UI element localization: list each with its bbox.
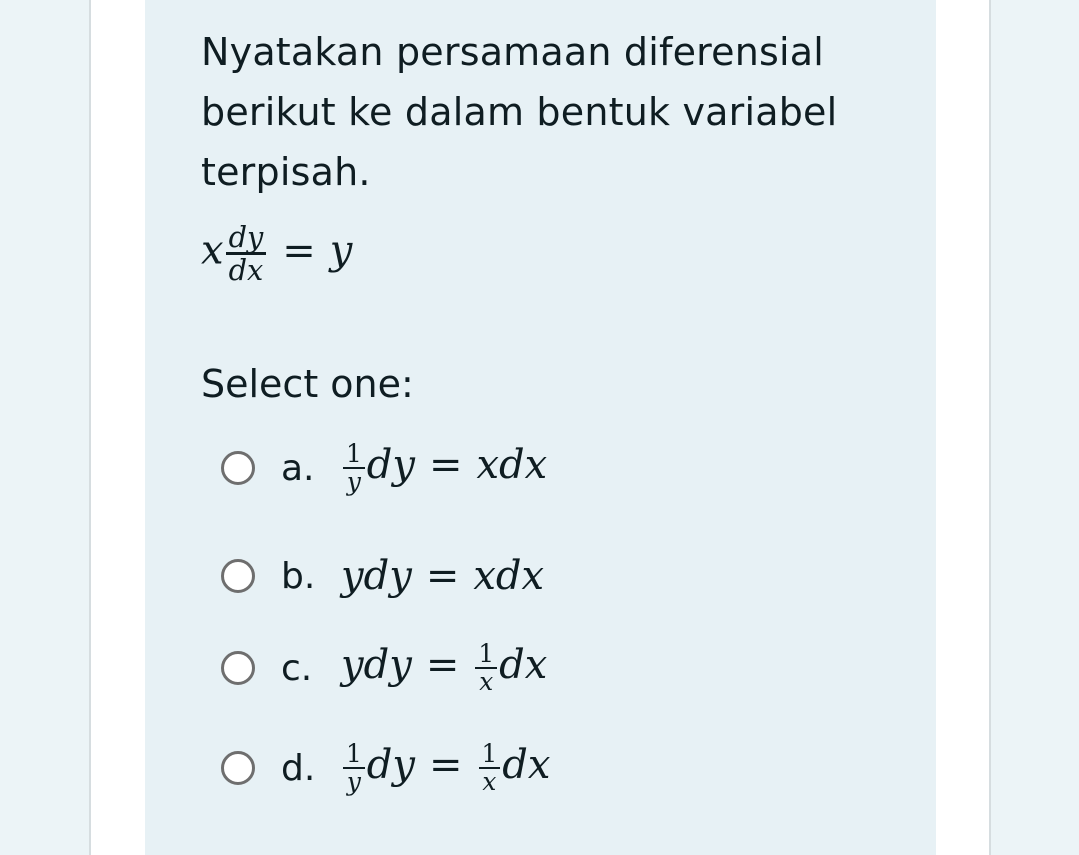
eq-rhs: y (329, 227, 353, 274)
select-one-label: Select one: (201, 362, 414, 406)
frac-num: dy (226, 222, 267, 255)
eq-rhs: xdx (476, 442, 548, 488)
eq-lhs: ydy (341, 642, 412, 688)
eq-rhs: dx (502, 742, 551, 788)
eq-sign: = (428, 442, 463, 488)
eq-sign: = (428, 742, 463, 788)
frac-num: 1 (343, 741, 365, 769)
option-c[interactable] (221, 638, 547, 698)
eq-sign: = (425, 642, 460, 688)
option-a[interactable] (221, 438, 547, 498)
frac-den: x (479, 667, 494, 696)
eq-var: x (201, 227, 224, 274)
frac-num: 1 (343, 441, 365, 469)
question-line: berikut ke dalam bentuk variabel (201, 90, 838, 134)
question-text (201, 22, 901, 202)
option-label: c. (281, 647, 313, 689)
frac-num: 1 (479, 741, 501, 769)
radio-b[interactable] (221, 559, 255, 593)
question-equation (201, 220, 353, 288)
eq-sign: = (425, 553, 460, 599)
eq-lhs: ydy (341, 553, 412, 599)
eq-sign: = (282, 227, 316, 274)
option-equation (341, 553, 544, 599)
eq-lhs: dy (366, 742, 415, 788)
radio-a[interactable] (221, 451, 255, 485)
eq-rhs: xdx (473, 553, 545, 599)
option-equation (341, 438, 548, 496)
derivative-fraction (226, 220, 267, 288)
option-d[interactable] (221, 738, 550, 798)
radio-c[interactable] (221, 651, 255, 685)
radio-d[interactable] (221, 751, 255, 785)
option-label: b. (281, 555, 316, 597)
frac-den: x (482, 767, 497, 796)
eq-rhs: dx (499, 642, 548, 688)
option-b[interactable] (221, 546, 544, 606)
question-line: Nyatakan persamaan diferensial (201, 30, 825, 74)
option-label: a. (281, 447, 315, 489)
option-equation (341, 638, 548, 696)
frac-num: 1 (475, 641, 497, 669)
eq-lhs: dy (366, 442, 415, 488)
option-equation (341, 738, 551, 796)
frac-den: y (346, 467, 361, 496)
question-box (145, 0, 936, 855)
frac-den: y (346, 767, 361, 796)
question-line: terpisah. (201, 150, 371, 194)
option-label: d. (281, 747, 316, 789)
frac-den: dx (228, 253, 264, 288)
